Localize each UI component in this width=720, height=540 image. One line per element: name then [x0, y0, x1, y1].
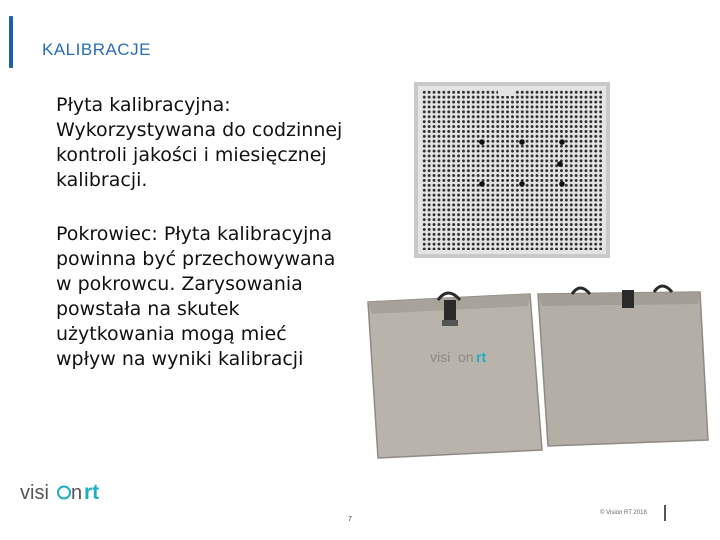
- svg-text:rt: rt: [84, 481, 100, 504]
- page-number: 7: [348, 516, 352, 523]
- footer-divider: [664, 505, 666, 521]
- svg-text:on: on: [458, 349, 474, 365]
- title-accent-bar: [9, 16, 13, 68]
- calibration-plate-image: [412, 80, 612, 260]
- cover-description: Pokrowiec: Płyta kalibracyjna powinna być przechowywana w pokrowcu. Zarysowania powstała na skutek użytkowania mogą mieć wpływ na wyniki kalibracji: [56, 223, 336, 370]
- protective-cover-image: [360, 280, 712, 460]
- footer-copyright: © Vision RT 2018: [600, 510, 647, 516]
- svg-text:visi: visi: [20, 482, 49, 504]
- svg-text:rt: rt: [476, 349, 487, 365]
- slide-title: KALIBRACJE: [42, 40, 151, 59]
- plate-description: Płyta kalibracyjna: Wykorzystywana do codzinnej kontroli jakości i miesięcznej kalibracji.: [56, 94, 343, 191]
- svg-text:visi: visi: [430, 349, 451, 365]
- vision-rt-logo: [20, 480, 116, 504]
- svg-text:n: n: [71, 482, 83, 504]
